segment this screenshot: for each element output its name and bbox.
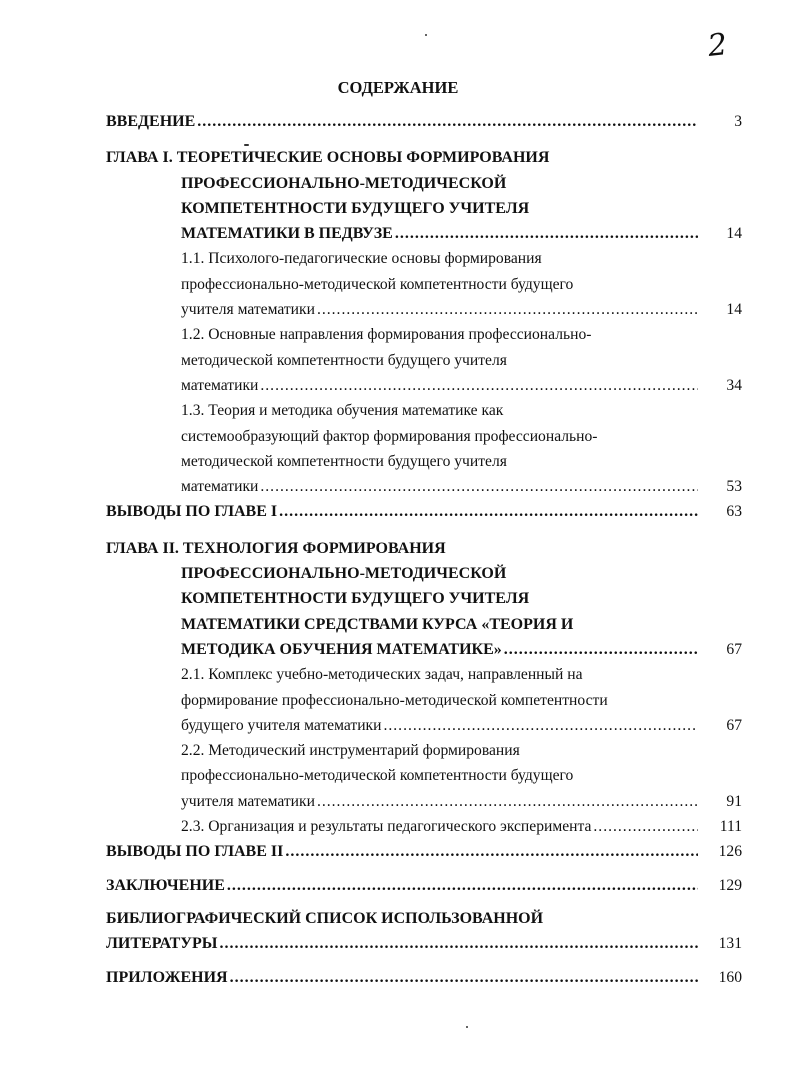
chapter-title-line: ГЛАВА II. ТЕХНОЛОГИЯ ФОРМИРОВАНИЯ xyxy=(106,539,446,557)
toc-section-2-2[interactable] xyxy=(106,738,742,814)
toc-page-number: 14 xyxy=(726,301,742,319)
toc-entry-text: ВЫВОДЫ ПО ГЛАВЕ I xyxy=(106,503,278,521)
page-title: СОДЕРЖАНИЕ xyxy=(337,78,459,97)
section-title-line: 1.2. Основные направления формирования профессионально- xyxy=(181,326,592,344)
section-title-line: профессионально-методической компетентности будущего xyxy=(181,275,574,293)
toc-page-number: 67 xyxy=(726,640,742,658)
toc-section-1-1[interactable] xyxy=(106,246,742,322)
dot-leader xyxy=(197,109,698,134)
toc-page-number: 129 xyxy=(718,876,742,894)
dot-leader xyxy=(230,965,698,990)
toc-page-number: 160 xyxy=(718,968,742,986)
section-title-line: формирование профессионально-методической компетентности xyxy=(181,691,608,709)
toc-entry-appendices[interactable] xyxy=(106,965,742,990)
toc-page-number: 111 xyxy=(719,818,742,836)
toc-entry-text: ЛИТЕРАТУРЫ xyxy=(106,935,218,953)
toc-chapter-2[interactable] xyxy=(106,536,742,662)
chapter-title-line: ПРОФЕССИОНАЛЬНО-МЕТОДИЧЕСКОЙ xyxy=(181,174,507,192)
toc-page-number: 14 xyxy=(726,225,742,243)
toc-page-number: 3 xyxy=(734,113,742,130)
chapter-title-line: МАТЕМАТИКИ СРЕДСТВАМИ КУРСА «ТЕОРИЯ И xyxy=(181,615,574,633)
section-title-line: учителя математики xyxy=(181,301,315,319)
section-title-line: учителя математики xyxy=(181,792,315,810)
toc-page-number: 53 xyxy=(726,478,742,496)
dot-leader xyxy=(227,873,698,898)
scan-speck xyxy=(466,1026,468,1028)
toc-entry-bibliography[interactable] xyxy=(106,906,742,957)
section-title-line: будущего учителя математики xyxy=(181,716,382,734)
toc-page-number: 91 xyxy=(726,792,742,810)
section-title-line: методической компетентности будущего учителя xyxy=(181,351,507,369)
dot-leader xyxy=(260,474,698,499)
toc-entry-conclusion[interactable] xyxy=(106,873,742,898)
section-title-line: 1.1. Психолого-педагогические основы формирования xyxy=(181,250,542,268)
scan-speck xyxy=(425,34,427,36)
section-title-line: профессионально-методической компетентности будущего xyxy=(181,767,574,785)
section-title-line: 2.2. Методический инструментарий формирования xyxy=(181,742,520,760)
toc-entry-intro[interactable] xyxy=(106,109,742,134)
section-title-line: математики xyxy=(181,478,259,496)
dot-leader xyxy=(279,499,698,524)
section-title-line: 2.1. Комплекс учебно-методических задач, направленный на xyxy=(181,666,583,684)
table-of-contents xyxy=(106,109,742,990)
toc-entry-text: ПРИЛОЖЕНИЯ xyxy=(106,968,228,986)
chapter-title-line: ПРОФЕССИОНАЛЬНО-МЕТОДИЧЕСКОЙ xyxy=(181,565,507,583)
section-title-line: системообразующий фактор формирования профессионально- xyxy=(181,427,598,445)
section-title-line: 2.3. Организация и результаты педагогического эксперимента xyxy=(181,818,592,836)
toc-section-1-2[interactable] xyxy=(106,322,742,398)
dot-leader xyxy=(317,789,698,814)
dot-leader xyxy=(260,373,698,398)
section-title-line: методической компетентности будущего учителя xyxy=(181,452,507,470)
toc-entry-text: ЗАКЛЮЧЕНИЕ xyxy=(106,876,225,894)
handwritten-page-number: 2 xyxy=(706,27,729,64)
toc-chapter-1[interactable] xyxy=(106,145,742,246)
chapter-title-line: МЕТОДИКА ОБУЧЕНИЯ МАТЕМАТИКЕ» xyxy=(181,640,502,658)
dot-leader xyxy=(383,713,698,738)
chapter-title-line: ГЛАВА I. ТЕОРЕТИЧЕСКИЕ ОСНОВЫ ФОРМИРОВАНИЯ xyxy=(106,149,550,167)
toc-entry-text: ВВЕДЕНИЕ xyxy=(106,113,196,130)
toc-page-number: 63 xyxy=(726,503,742,521)
toc-page-number: 131 xyxy=(718,935,742,953)
toc-entry-text: БИБЛИОГРАФИЧЕСКИЙ СПИСОК ИСПОЛЬЗОВАННОЙ xyxy=(106,909,544,927)
section-title-line: 1.3. Теория и методика обучения математике как xyxy=(181,402,504,420)
toc-page-number: 34 xyxy=(726,376,742,394)
toc-entry-text: ВЫВОДЫ ПО ГЛАВЕ II xyxy=(106,843,284,861)
toc-section-2-1[interactable] xyxy=(106,662,742,738)
chapter-title-line: МАТЕМАТИКИ В ПЕДВУЗЕ xyxy=(181,225,393,243)
toc-conclusions-chapter-2[interactable] xyxy=(106,839,742,864)
chapter-title-line: КОМПЕТЕНТНОСТИ БУДУЩЕГО УЧИТЕЛЯ xyxy=(181,199,530,217)
dot-leader xyxy=(285,839,698,864)
toc-page-number: 126 xyxy=(718,843,742,861)
dot-leader xyxy=(593,814,698,839)
section-title-line: математики xyxy=(181,376,259,394)
toc-section-1-3[interactable] xyxy=(106,398,742,499)
toc-section-2-3[interactable] xyxy=(106,814,742,839)
dot-leader xyxy=(504,637,698,662)
dot-leader xyxy=(395,221,698,246)
chapter-title-line: КОМПЕТЕНТНОСТИ БУДУЩЕГО УЧИТЕЛЯ xyxy=(181,590,530,608)
dot-leader xyxy=(219,931,698,956)
toc-page-number: 67 xyxy=(726,716,742,734)
toc-conclusions-chapter-1[interactable] xyxy=(106,499,742,524)
dot-leader xyxy=(317,297,698,322)
